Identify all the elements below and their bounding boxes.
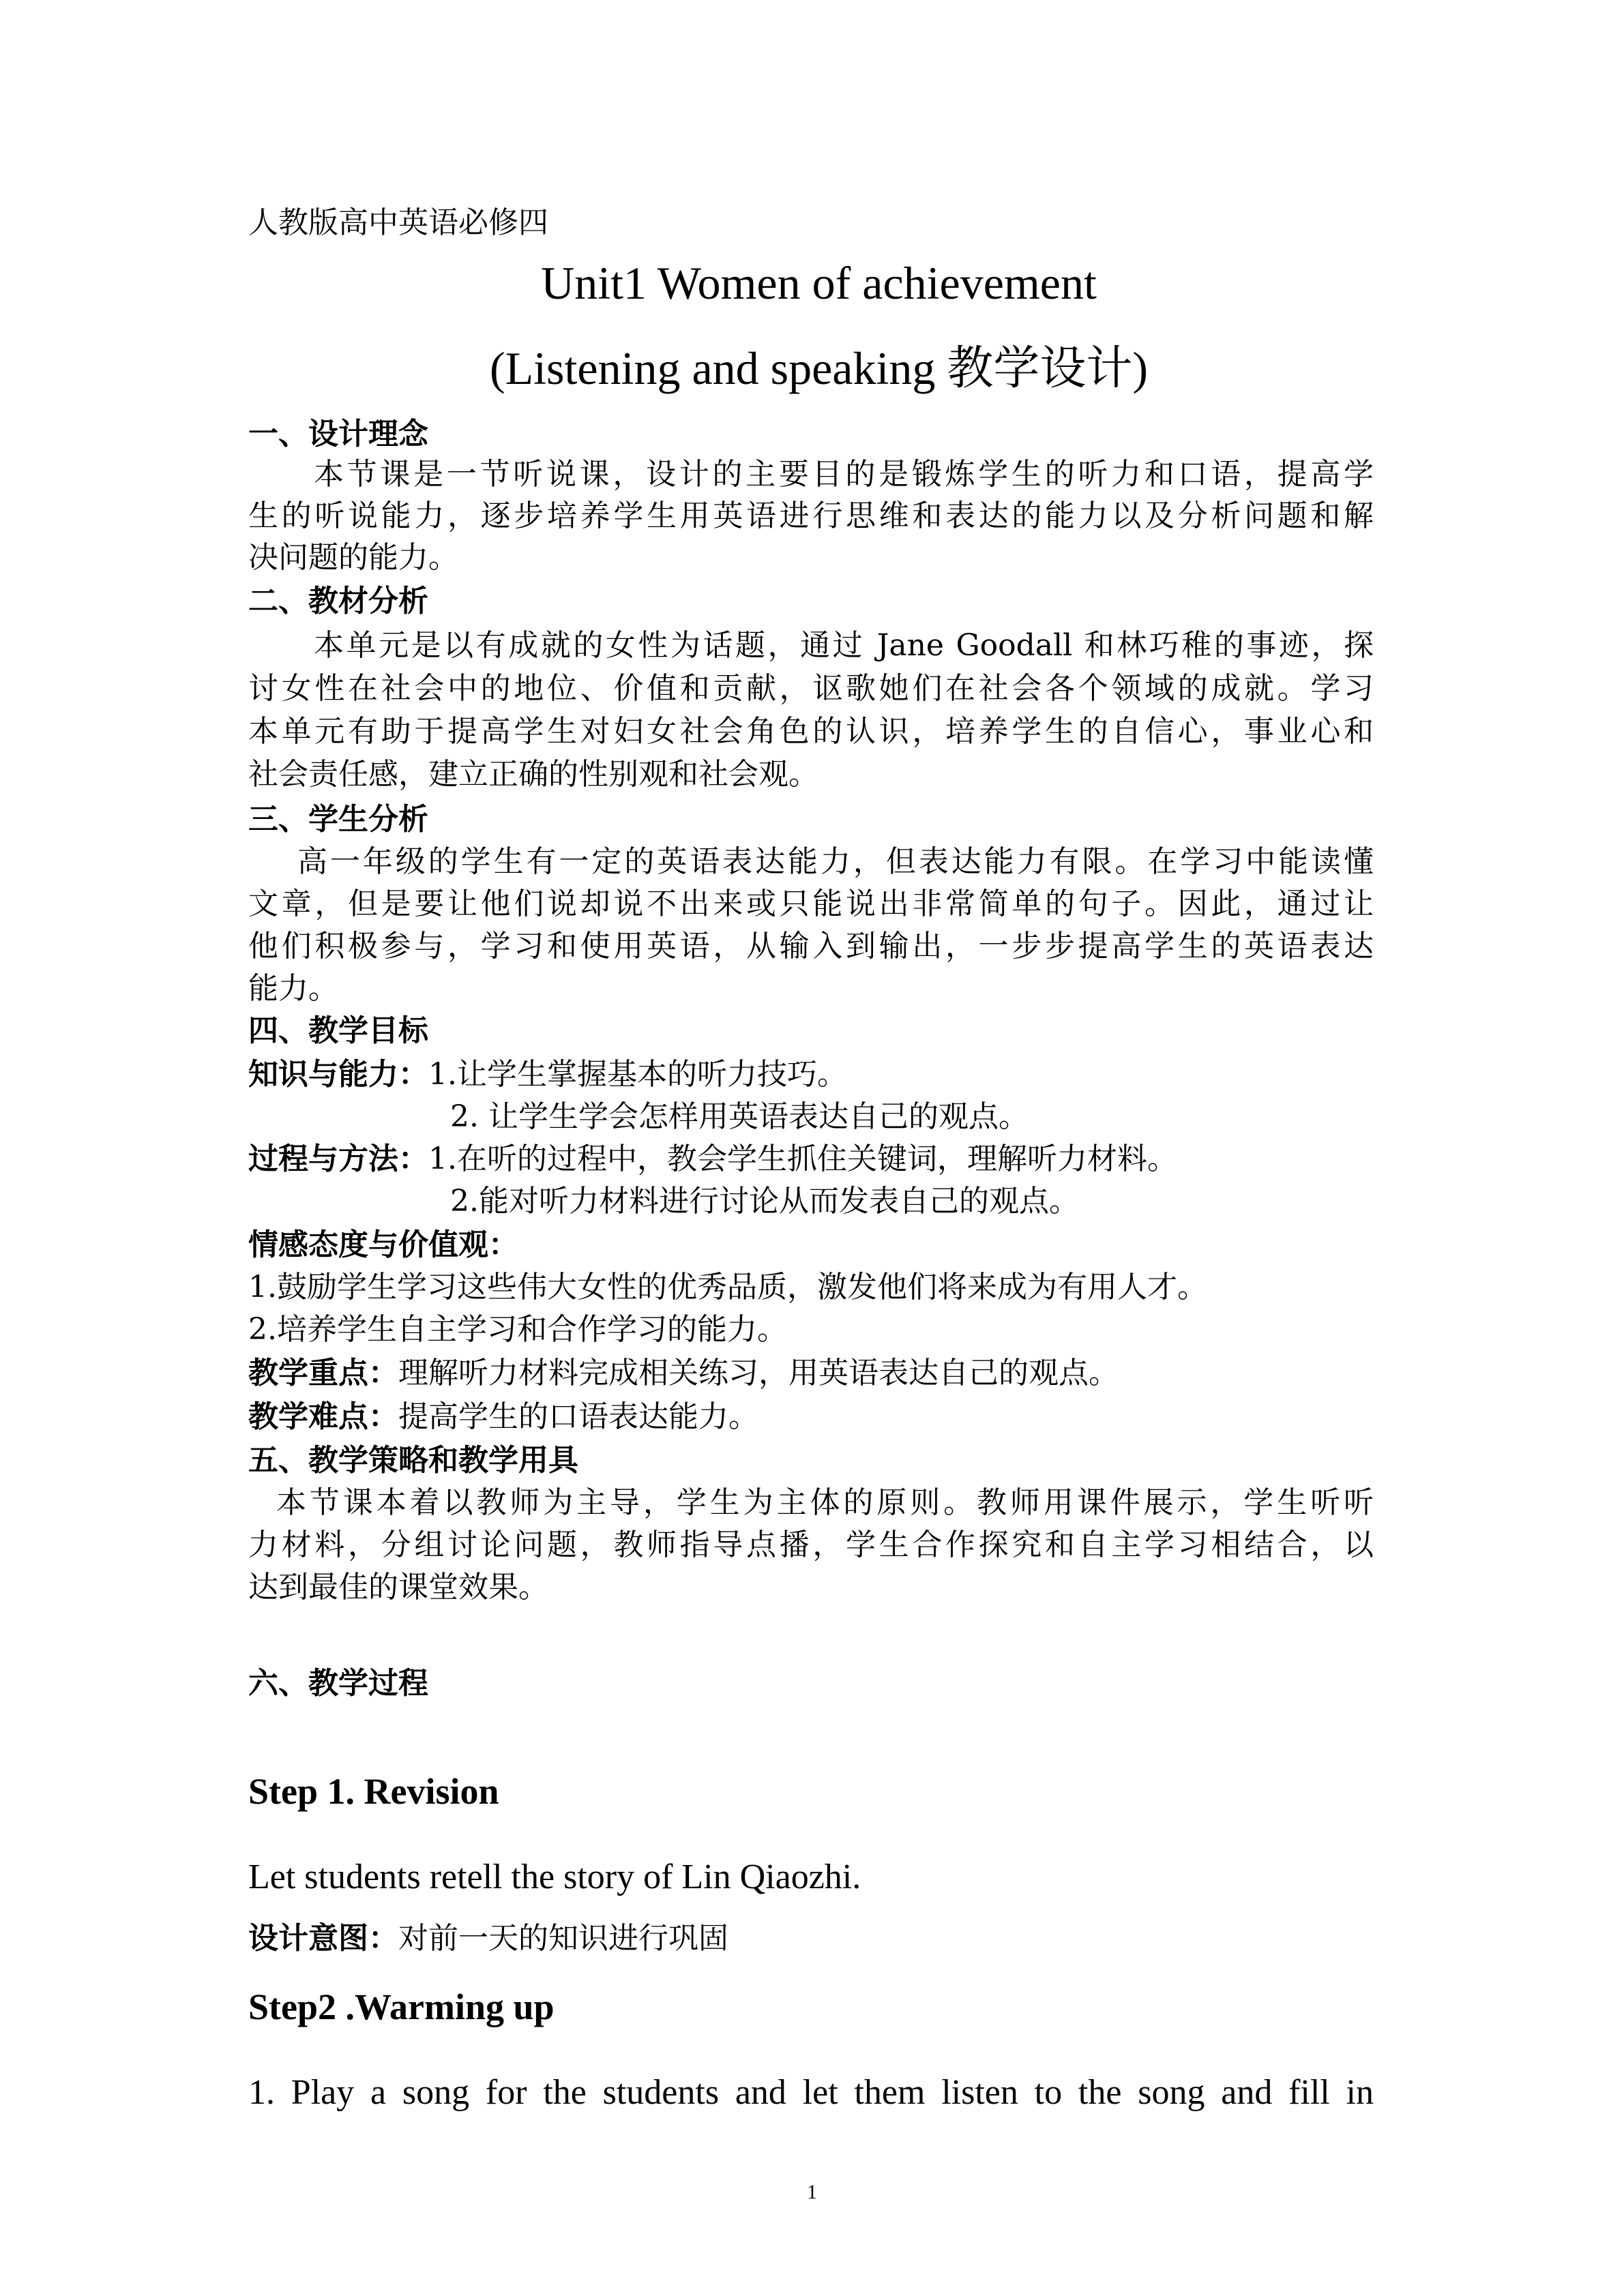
paragraph-line: 本单元有助于提高学生对妇女社会角色的认识，培养学生的自信心，事业心和 bbox=[248, 714, 1374, 749]
section-heading-teaching-objectives: 四、教学目标 bbox=[248, 1013, 428, 1048]
paragraph-line: 本单元是以有成就的女性为话题，通过 Jane Goodall 和林巧稚的事迹，探 bbox=[314, 628, 1374, 663]
paragraph-line: 达到最佳的课堂效果。 bbox=[248, 1570, 548, 1605]
objective-text: 1.在听的过程中，教会学生抓住关键词，理解听力材料。 bbox=[428, 1142, 1177, 1176]
objective-text: 1.让学生掌握基本的听力技巧。 bbox=[428, 1057, 847, 1092]
step-heading: Step2 .Warming up bbox=[248, 1986, 555, 2027]
paragraph-line: 社会责任感，建立正确的性别观和社会观。 bbox=[248, 757, 818, 792]
paragraph-line: 决问题的能力。 bbox=[248, 540, 458, 575]
objective-text: 2.培养学生自主学习和合作学习的能力。 bbox=[248, 1312, 787, 1347]
difficult-point-text: 提高学生的口语表达能力。 bbox=[398, 1399, 758, 1434]
paragraph-line: 本节课本着以教师为主导，学生为主体的原则。教师用课件展示，学生听听 bbox=[276, 1485, 1374, 1520]
section-heading-strategy: 五、教学策略和教学用具 bbox=[248, 1443, 578, 1478]
objective-label: 知识与能力： bbox=[248, 1057, 428, 1092]
objective-label: 情感态度与价值观： bbox=[248, 1227, 518, 1262]
objective-process-row bbox=[248, 1139, 1177, 1179]
key-point-label: 教学重点： bbox=[248, 1356, 398, 1390]
series-label: 人教版高中英语必修四 bbox=[248, 205, 548, 240]
objective-text: 1.鼓励学生学习这些伟大女性的优秀品质，激发他们将来成为有用人才。 bbox=[248, 1270, 1207, 1304]
step-text: 1. Play a song for the students and let them listen to the song and fill in bbox=[248, 2073, 1374, 2112]
section-heading-student-analysis: 三、学生分析 bbox=[248, 802, 428, 837]
objective-text: 2.能对听力材料进行讨论从而发表自己的观点。 bbox=[450, 1184, 1079, 1219]
objective-knowledge-row bbox=[248, 1055, 847, 1094]
section-heading-material-analysis: 二、教材分析 bbox=[248, 584, 428, 618]
key-point-text: 理解听力材料完成相关练习，用英语表达自己的观点。 bbox=[398, 1356, 1119, 1390]
objective-text: 2. 让学生学会怎样用英语表达自己的观点。 bbox=[450, 1099, 1029, 1134]
paragraph-line: 本节课是一节听说课，设计的主要目的是锻炼学生的听力和口语，提高学 bbox=[314, 457, 1374, 492]
paragraph-line: 讨女性在社会中的地位、价值和贡献，讴歌她们在社会各个领域的成就。学习 bbox=[248, 671, 1374, 706]
paragraph-line: 生的听说能力，逐步培养学生用英语进行思维和表达的能力以及分析问题和解 bbox=[248, 498, 1374, 533]
section-heading-design-concept: 一、设计理念 bbox=[248, 417, 428, 451]
paragraph-line: 能力。 bbox=[248, 971, 338, 1006]
key-point-row bbox=[248, 1354, 1119, 1393]
document-subtitle: (Listening and speaking 教学设计) bbox=[489, 342, 1149, 394]
objective-label: 过程与方法： bbox=[248, 1142, 428, 1176]
design-intent-text: 对前一天的知识进行巩固 bbox=[398, 1921, 728, 1956]
difficult-point-label: 教学难点： bbox=[248, 1399, 398, 1434]
step-text: Let students retell the story of Lin Qiaozhi. bbox=[248, 1858, 861, 1896]
page-number: 1 bbox=[807, 2181, 817, 2203]
section-heading-teaching-process: 六、教学过程 bbox=[248, 1666, 428, 1701]
design-intent-label: 设计意图： bbox=[248, 1921, 398, 1956]
paragraph-line: 力材料，分组讨论问题，教师指导点播，学生合作探究和自主学习相结合，以 bbox=[248, 1527, 1374, 1562]
paragraph-line: 高一年级的学生有一定的英语表达能力，但表达能力有限。在学习中能读懂 bbox=[297, 844, 1374, 879]
design-intent-row bbox=[248, 1919, 728, 1958]
paragraph-line: 他们积极参与，学习和使用英语，从输入到输出，一步步提高学生的英语表达 bbox=[248, 929, 1374, 964]
step-heading: Step 1. Revision bbox=[248, 1771, 499, 1812]
paragraph-line: 文章，但是要让他们说却说不出来或只能说出非常简单的句子。因此，通过让 bbox=[248, 886, 1374, 921]
difficult-point-row bbox=[248, 1397, 758, 1437]
document-title: Unit1 Women of achievement bbox=[541, 257, 1097, 309]
